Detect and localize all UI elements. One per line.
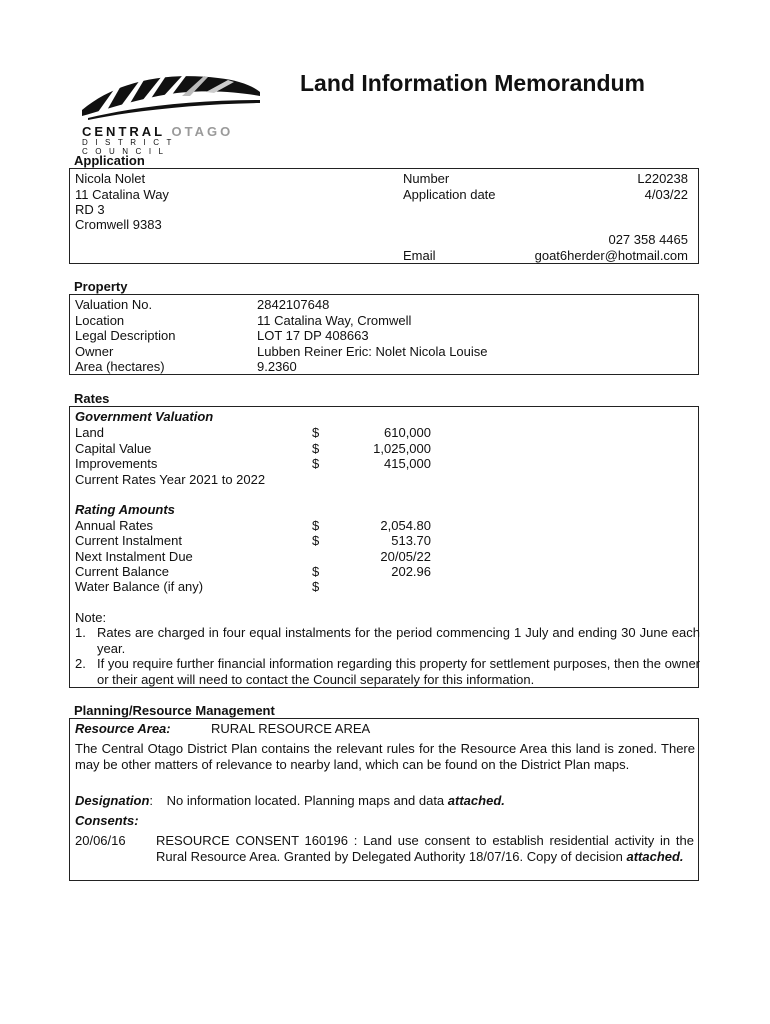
planning-heading: Planning/Resource Management (74, 703, 275, 718)
property-label: Owner (75, 344, 114, 359)
note-number: 1. (75, 625, 86, 640)
consent-attached: attached. (626, 849, 684, 864)
rating-value: 513.70 (391, 533, 431, 548)
consent-text: RESOURCE CONSENT 160196 : Land use consent to establish residential activity in the Rural Resource Area. Granted by Delegated Authority 18/07/16. Copy of decision attached. (156, 833, 694, 864)
designation-label: Designation (75, 793, 150, 808)
property-box (69, 294, 699, 375)
rating-label: Water Balance (if any) (75, 579, 204, 594)
rating-value: 20/05/22 (380, 549, 431, 564)
currency-symbol: $ (312, 564, 320, 579)
designation-row (75, 793, 505, 808)
rating-label: Current Instalment (75, 533, 182, 548)
property-label: Area (hectares) (75, 359, 165, 374)
rating-label: Next Instalment Due (75, 549, 193, 564)
note-label: Note: (75, 610, 107, 625)
designation-text: No information located. Planning maps and data (166, 793, 445, 808)
government-valuation-heading: Government Valuation (75, 409, 214, 424)
consent-date: 20/06/16 (75, 833, 126, 848)
rating-amounts-heading: Rating Amounts (75, 502, 175, 517)
rating-label: Current Balance (75, 564, 169, 579)
mountain-logo-icon (78, 70, 264, 122)
rates-heading: Rates (74, 391, 110, 406)
page-title: Land Information Memorandum (300, 70, 645, 96)
property-label: Location (75, 313, 125, 328)
property-value: 2842107648 (257, 297, 330, 312)
property-label: Legal Description (75, 328, 176, 343)
applicant-address-2: RD 3 (75, 202, 105, 217)
rating-value: 2,054.80 (380, 518, 431, 533)
currency-symbol: $ (312, 456, 320, 471)
currency-symbol: $ (312, 518, 320, 533)
valuation-label: Capital Value (75, 441, 152, 456)
applicant-address-1: 11 Catalina Way (75, 187, 169, 202)
valuation-value: 415,000 (384, 456, 431, 471)
resource-area-label: Resource Area: (75, 721, 171, 736)
note-number: 2. (75, 656, 86, 671)
application-number: L220238 (637, 171, 688, 186)
note-item-1: 1. Rates are charged in four equal instalments for the period commencing 1 July and ending 30 June each year. (75, 625, 700, 656)
application-box (69, 168, 699, 264)
email-label: Email (403, 248, 436, 263)
currency-symbol: $ (312, 579, 320, 594)
note-item-2: 2. If you require further financial information regarding this property for settlement purposes, then the owner or their agent will need to contact the Council separately for this information. (75, 656, 700, 687)
applicant-email: goat6herder@hotmail.com (534, 248, 688, 263)
application-heading: Application (74, 153, 145, 168)
consents-label: Consents: (75, 813, 139, 828)
number-label: Number (403, 171, 450, 186)
council-logo (78, 70, 264, 156)
resource-area-value: RURAL RESOURCE AREA (211, 721, 371, 736)
planning-box (69, 718, 699, 881)
valuation-value: 1,025,000 (373, 441, 431, 456)
applicant-name: Nicola Nolet (75, 171, 146, 186)
currency-symbol: $ (312, 441, 320, 456)
property-value: 11 Catalina Way, Cromwell (257, 313, 412, 328)
current-rates-year: Current Rates Year 2021 to 2022 (75, 472, 266, 487)
property-value: LOT 17 DP 408663 (257, 328, 369, 343)
rating-value: 202.96 (391, 564, 431, 579)
valuation-label: Land (75, 425, 104, 440)
designation-colon: : (149, 793, 154, 808)
designation-attached: attached. (447, 793, 505, 808)
currency-symbol: $ (312, 533, 320, 548)
property-value: Lubben Reiner Eric: Nolet Nicola Louise (257, 344, 488, 359)
applicant-address-3: Cromwell 9383 (75, 217, 162, 232)
district-plan-text: The Central Otago District Plan contains the relevant rules for the Resource Area this land is zoned. There may be other matters of relevance to nearby land, which can be found on the District Plan maps. (75, 741, 695, 772)
application-date: 4/03/22 (644, 187, 688, 202)
applicant-phone: 027 358 4465 (608, 232, 688, 247)
property-label: Valuation No. (75, 297, 153, 312)
rating-label: Annual Rates (75, 518, 154, 533)
property-heading: Property (74, 279, 128, 294)
valuation-label: Improvements (75, 456, 158, 471)
logo-text-line2: DISTRICT COUNCIL (82, 138, 179, 156)
application-date-label: Application date (403, 187, 496, 202)
property-value: 9.2360 (257, 359, 297, 374)
currency-symbol: $ (312, 425, 320, 440)
rates-box (69, 406, 699, 688)
valuation-value: 610,000 (384, 425, 431, 440)
logo-text-line1: CENTRAL OTAGO (82, 124, 234, 139)
